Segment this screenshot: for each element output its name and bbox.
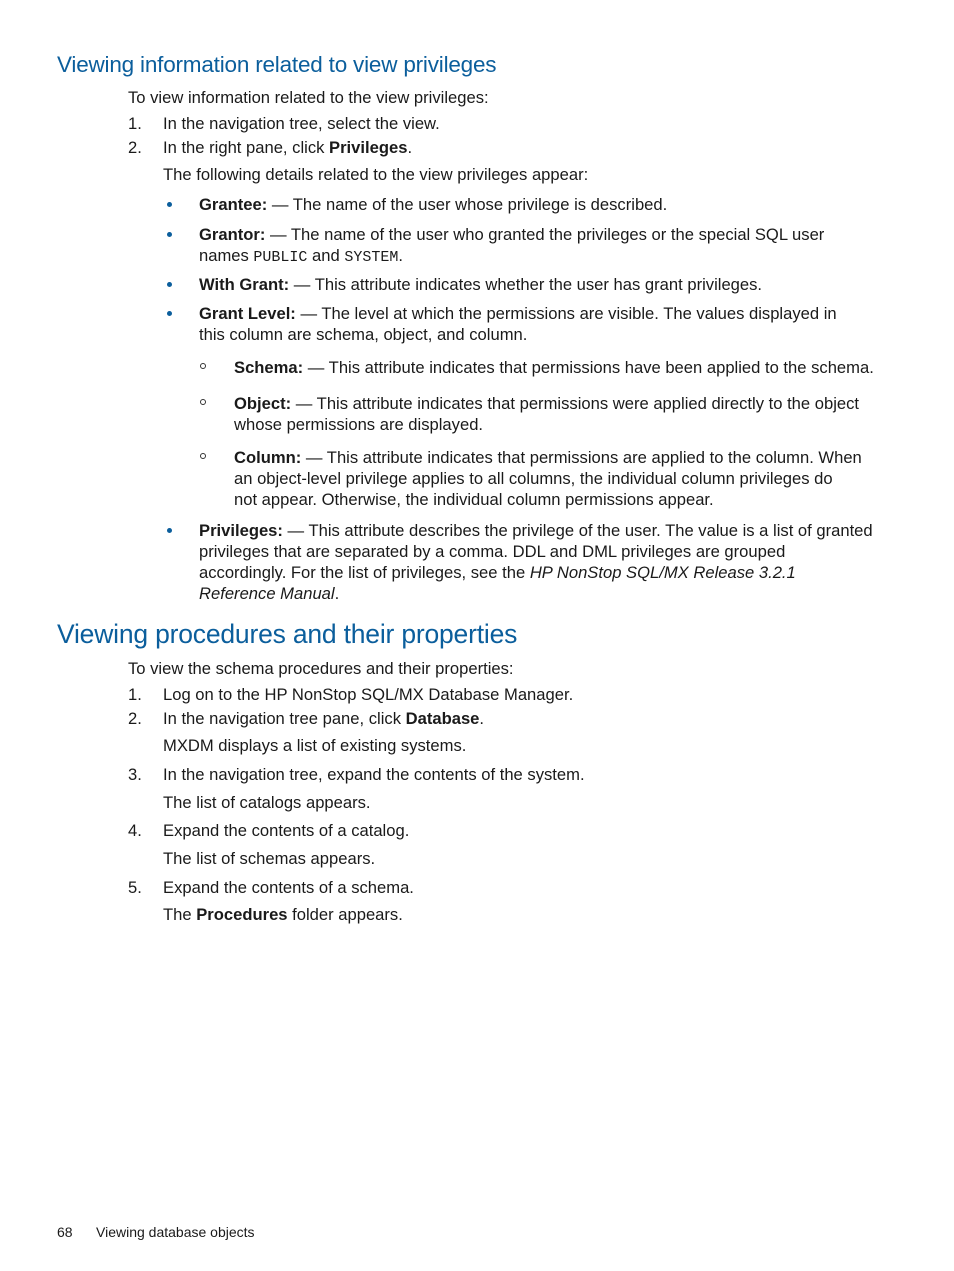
bullet-privileges-line2: privileges that are separated by a comma. DDL and DML privileges are grouped bbox=[199, 542, 786, 561]
step-result: The list of catalogs appears. bbox=[163, 793, 371, 812]
step-text: In the navigation tree, select the view. bbox=[163, 114, 440, 133]
bold-term: Procedures bbox=[196, 905, 288, 924]
step-result: The Procedures folder appears. bbox=[163, 905, 403, 924]
bullet-icon bbox=[167, 202, 172, 207]
sub-bullet-schema: Schema: — This attribute indicates that permissions have been applied to the schema. bbox=[234, 358, 874, 377]
step-text: In the navigation tree pane, click Database. bbox=[163, 709, 485, 728]
sub-bullet-icon bbox=[200, 453, 206, 459]
sub-bullet-object-line2: whose permissions are displayed. bbox=[234, 415, 484, 434]
sub-bullet-object: Object: — This attribute indicates that permissions were applied directly to the object bbox=[234, 394, 860, 413]
details-intro: The following details related to the view privileges appear: bbox=[163, 165, 589, 184]
bullet-icon bbox=[167, 282, 172, 287]
intro-text: To view information related to the view privileges: bbox=[128, 88, 489, 107]
sub-bullet-icon bbox=[200, 363, 206, 369]
bullet-grantee: Grantee: — The name of the user whose privilege is described. bbox=[199, 195, 668, 214]
step-result: The list of schemas appears. bbox=[163, 849, 376, 868]
step-text: Log on to the HP NonStop SQL/MX Database Manager. bbox=[163, 685, 574, 704]
step-result: MXDM displays a list of existing systems. bbox=[163, 736, 467, 755]
step-number: 2. bbox=[128, 709, 142, 728]
sub-bullet-column-line3: not appear. Otherwise, the individual column permissions appear. bbox=[234, 490, 714, 509]
step-number: 1. bbox=[128, 114, 142, 133]
sub-bullet-icon bbox=[200, 399, 206, 405]
section-heading-procedures: Viewing procedures and their properties bbox=[57, 619, 518, 649]
bullet-privileges-line4: Reference Manual. bbox=[199, 584, 340, 603]
bullet-icon bbox=[167, 232, 172, 237]
step-text: Expand the contents of a schema. bbox=[163, 878, 414, 897]
footer-title: Viewing database objects bbox=[96, 1224, 255, 1240]
bullet-privileges: Privileges: — This attribute describes the privilege of the user. The value is a list of granted bbox=[199, 521, 873, 540]
step-text: In the right pane, click Privileges. bbox=[163, 138, 413, 157]
bullet-grantor: Grantor: — The name of the user who granted the privileges or the special SQL user bbox=[199, 225, 825, 244]
bullet-icon bbox=[167, 311, 172, 316]
bullet-grant-level-line2: this column are schema, object, and column. bbox=[199, 325, 528, 344]
bullet-grant-level: Grant Level: — The level at which the permissions are visible. The values displayed in bbox=[199, 304, 837, 323]
bullet-grantor-line2: names PUBLIC and SYSTEM. bbox=[199, 246, 403, 266]
step-text: Expand the contents of a catalog. bbox=[163, 821, 410, 840]
sub-bullet-column-line2: an object-level privilege applies to all columns, the individual column privileges do bbox=[234, 469, 833, 488]
bold-term: Database bbox=[405, 709, 480, 728]
bold-term: Privileges bbox=[329, 138, 408, 157]
step-number: 4. bbox=[128, 821, 142, 840]
step-number: 3. bbox=[128, 765, 142, 784]
step-number: 2. bbox=[128, 138, 142, 157]
bullet-privileges-line3: accordingly. For the list of privileges, see the HP NonStop SQL/MX Release 3.2.1 bbox=[199, 563, 796, 582]
page-number: 68 bbox=[57, 1224, 73, 1240]
section-heading-view-privileges: Viewing information related to view privileges bbox=[57, 52, 497, 77]
step-number: 5. bbox=[128, 878, 142, 897]
intro-text: To view the schema procedures and their properties: bbox=[128, 659, 514, 678]
step-number: 1. bbox=[128, 685, 142, 704]
sub-bullet-column: Column: — This attribute indicates that permissions are applied to the column. When bbox=[234, 448, 862, 467]
bullet-with-grant: With Grant: — This attribute indicates whether the user has grant privileges. bbox=[199, 275, 763, 294]
step-text: In the navigation tree, expand the contents of the system. bbox=[163, 765, 585, 784]
bullet-icon bbox=[167, 528, 172, 533]
